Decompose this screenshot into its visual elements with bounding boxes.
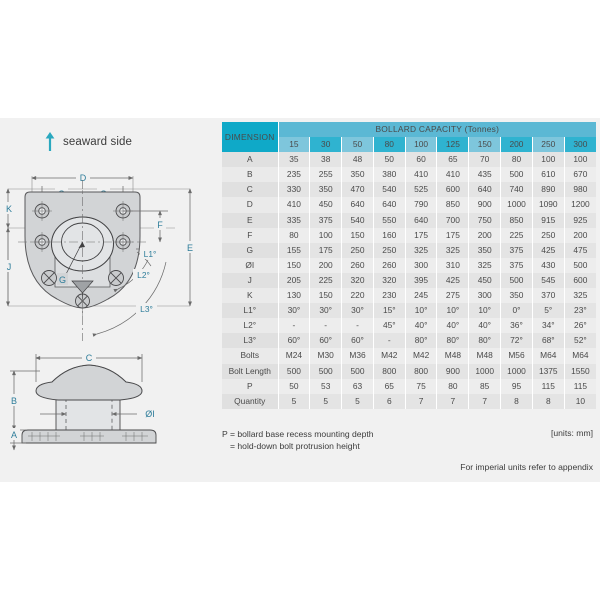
cell-value: 40° xyxy=(437,318,469,333)
cell-value: 300 xyxy=(469,288,501,303)
cell-value: 80 xyxy=(501,152,533,167)
cell-value: - xyxy=(278,318,310,333)
cell-value: 375 xyxy=(310,213,342,228)
cell-value: 250 xyxy=(373,243,405,258)
cell-value: 60° xyxy=(342,333,374,348)
cell-value: 115 xyxy=(564,379,596,394)
table-body xyxy=(222,152,596,409)
table-row xyxy=(222,379,596,394)
cell-value: 175 xyxy=(310,243,342,258)
cell-value: 470 xyxy=(342,182,374,197)
cell-value: 65 xyxy=(373,379,405,394)
cell-value: 205 xyxy=(278,273,310,288)
capacity-header-30: 30 xyxy=(310,137,342,152)
table-header xyxy=(222,122,596,152)
cell-value: 60° xyxy=(278,333,310,348)
cell-value: M42 xyxy=(405,348,437,363)
cell-value: 450 xyxy=(310,197,342,212)
cell-value: 310 xyxy=(437,258,469,273)
cell-value: 10° xyxy=(437,303,469,318)
cell-value: 260 xyxy=(373,258,405,273)
content-panel xyxy=(0,118,600,482)
cell-value: 235 xyxy=(278,167,310,182)
cell-value: M24 xyxy=(278,348,310,363)
cell-value: 900 xyxy=(469,197,501,212)
cell-value: 380 xyxy=(373,167,405,182)
cell-value: 790 xyxy=(405,197,437,212)
cell-value: 45° xyxy=(373,318,405,333)
cell-value: M36 xyxy=(342,348,374,363)
cell-value: 10 xyxy=(564,394,596,409)
cell-value: 325 xyxy=(405,243,437,258)
cell-value: 545 xyxy=(532,273,564,288)
row-label: Bolts xyxy=(222,348,278,363)
row-label: K xyxy=(222,288,278,303)
cell-value: 325 xyxy=(469,258,501,273)
cell-value: 900 xyxy=(437,364,469,379)
cell-value: 80° xyxy=(405,333,437,348)
cell-value: 610 xyxy=(532,167,564,182)
cell-value: 370 xyxy=(532,288,564,303)
row-label: P xyxy=(222,379,278,394)
dim-label-D: D xyxy=(79,173,87,183)
row-label: C xyxy=(222,182,278,197)
cell-value: 500 xyxy=(342,364,374,379)
cell-value: 40° xyxy=(405,318,437,333)
cell-value: 10° xyxy=(469,303,501,318)
capacity-header-250: 250 xyxy=(532,137,564,152)
table-row xyxy=(222,213,596,228)
cell-value: 750 xyxy=(469,213,501,228)
cell-value: 15° xyxy=(373,303,405,318)
cell-value: 300 xyxy=(405,258,437,273)
cell-value: 5 xyxy=(310,394,342,409)
cell-value: 80° xyxy=(437,333,469,348)
cell-value: 475 xyxy=(564,243,596,258)
cell-value: M64 xyxy=(564,348,596,363)
capacity-header-300: 300 xyxy=(564,137,596,152)
capacity-header-200: 200 xyxy=(501,137,533,152)
cell-value: 500 xyxy=(310,364,342,379)
cell-value: 115 xyxy=(532,379,564,394)
cell-value: 130 xyxy=(278,288,310,303)
cell-value: 925 xyxy=(564,213,596,228)
cell-value: 155 xyxy=(278,243,310,258)
cell-value: 150 xyxy=(278,258,310,273)
cell-value: 95 xyxy=(501,379,533,394)
cell-value: 670 xyxy=(564,167,596,182)
cell-value: 150 xyxy=(342,228,374,243)
cell-value: 335 xyxy=(278,213,310,228)
cell-value: 48 xyxy=(342,152,374,167)
imperial-units-note: For imperial units refer to appendix xyxy=(460,462,593,472)
bollard-top-view xyxy=(0,156,220,341)
table-footnotes xyxy=(222,428,596,452)
cell-value: 1000 xyxy=(469,364,501,379)
capacity-header-50: 50 xyxy=(342,137,374,152)
dim-label-L3: L3° xyxy=(140,304,153,314)
table-row xyxy=(222,197,596,212)
cell-value: 100 xyxy=(564,152,596,167)
cell-value: 425 xyxy=(437,273,469,288)
cell-value: 500 xyxy=(501,167,533,182)
cell-value: 320 xyxy=(373,273,405,288)
cell-value: 5° xyxy=(532,303,564,318)
cell-value: 5 xyxy=(278,394,310,409)
cell-value: 60° xyxy=(310,333,342,348)
cell-value: 52° xyxy=(564,333,596,348)
cell-value: 1550 xyxy=(564,364,596,379)
dim-label-L1: L1° xyxy=(143,249,157,259)
cell-value: 7 xyxy=(405,394,437,409)
capacity-header-80: 80 xyxy=(373,137,405,152)
cell-value: 600 xyxy=(437,182,469,197)
dim-label-K: K xyxy=(5,204,13,214)
cell-value: 80 xyxy=(278,228,310,243)
technical-drawings xyxy=(0,118,220,482)
dim-label-diameter-I: ØI xyxy=(145,409,155,419)
row-label: B xyxy=(222,167,278,182)
cell-value: 5 xyxy=(342,394,374,409)
cell-value: 250 xyxy=(532,228,564,243)
cell-value: 7 xyxy=(469,394,501,409)
cell-value: 53 xyxy=(310,379,342,394)
row-label: L2° xyxy=(222,318,278,333)
row-label: E xyxy=(222,213,278,228)
cell-value: 1375 xyxy=(532,364,564,379)
seaward-side-annotation xyxy=(44,132,132,152)
cell-value: 640 xyxy=(342,197,374,212)
cell-value: 1090 xyxy=(532,197,564,212)
cell-value: 540 xyxy=(342,213,374,228)
cell-value: 230 xyxy=(373,288,405,303)
cell-value: 220 xyxy=(342,288,374,303)
cell-value: 275 xyxy=(437,288,469,303)
capacity-header-150: 150 xyxy=(469,137,501,152)
cell-value: 63 xyxy=(342,379,374,394)
cell-value: 30° xyxy=(278,303,310,318)
cell-value: 150 xyxy=(310,288,342,303)
cell-value: 525 xyxy=(405,182,437,197)
cell-value: 200 xyxy=(469,228,501,243)
cell-value: 890 xyxy=(532,182,564,197)
table-row xyxy=(222,243,596,258)
cell-value: 915 xyxy=(532,213,564,228)
cell-value: 325 xyxy=(437,243,469,258)
cell-value: 75 xyxy=(405,379,437,394)
table-header-row-capacities xyxy=(222,137,596,152)
bollard-specification-table xyxy=(222,122,596,409)
cell-value: 410 xyxy=(278,197,310,212)
cell-value: M48 xyxy=(437,348,469,363)
dim-label-C: C xyxy=(85,353,93,363)
table-row xyxy=(222,288,596,303)
footnote-line-1: P = bollard base recess mounting depth xyxy=(222,429,374,439)
cell-value: 320 xyxy=(342,273,374,288)
cell-value: 350 xyxy=(310,182,342,197)
cell-value: 850 xyxy=(437,197,469,212)
cell-value: 550 xyxy=(373,213,405,228)
table-row xyxy=(222,303,596,318)
cell-value: 200 xyxy=(564,228,596,243)
cell-value: 30° xyxy=(342,303,374,318)
cell-value: 640 xyxy=(469,182,501,197)
cell-value: 600 xyxy=(564,273,596,288)
cell-value: - xyxy=(373,333,405,348)
cell-value: M30 xyxy=(310,348,342,363)
cell-value: M48 xyxy=(469,348,501,363)
cell-value: 540 xyxy=(373,182,405,197)
table-row xyxy=(222,273,596,288)
dim-label-B: B xyxy=(10,396,18,406)
cell-value: 325 xyxy=(564,288,596,303)
cell-value: 425 xyxy=(532,243,564,258)
table-row xyxy=(222,333,596,348)
row-label: G xyxy=(222,243,278,258)
row-label: Quantity xyxy=(222,394,278,409)
cell-value: 34° xyxy=(532,318,564,333)
seaward-arrow-icon xyxy=(44,132,56,152)
cell-value: 500 xyxy=(564,258,596,273)
dim-label-G-radius: G xyxy=(58,275,67,285)
seaward-side-label: seaward side xyxy=(63,136,132,148)
cell-value: 350 xyxy=(469,243,501,258)
cell-value: 26° xyxy=(564,318,596,333)
cell-value: 80° xyxy=(469,333,501,348)
cell-value: 375 xyxy=(501,258,533,273)
cell-value: 8 xyxy=(532,394,564,409)
row-label: D xyxy=(222,197,278,212)
cell-value: 980 xyxy=(564,182,596,197)
cell-value: 350 xyxy=(342,167,374,182)
cell-value: 700 xyxy=(437,213,469,228)
cell-value: 800 xyxy=(373,364,405,379)
cell-value: 0° xyxy=(501,303,533,318)
cell-value: 500 xyxy=(501,273,533,288)
table-row xyxy=(222,364,596,379)
cell-value: 1000 xyxy=(501,364,533,379)
row-label: L1° xyxy=(222,303,278,318)
cell-value: 1000 xyxy=(501,197,533,212)
cell-value: 65 xyxy=(437,152,469,167)
specification-table-area xyxy=(222,122,596,409)
cell-value: 38 xyxy=(310,152,342,167)
row-label: F xyxy=(222,228,278,243)
cell-value: 255 xyxy=(310,167,342,182)
cell-value: 175 xyxy=(405,228,437,243)
cell-value: - xyxy=(342,318,374,333)
table-row xyxy=(222,152,596,167)
cell-value: 500 xyxy=(278,364,310,379)
cell-value: 200 xyxy=(310,258,342,273)
cell-value: 450 xyxy=(469,273,501,288)
cell-value: - xyxy=(310,318,342,333)
cell-value: M64 xyxy=(532,348,564,363)
row-label: L3° xyxy=(222,333,278,348)
dim-label-J: J xyxy=(6,262,12,272)
cell-value: 70 xyxy=(469,152,501,167)
cell-value: 100 xyxy=(310,228,342,243)
cell-value: 8 xyxy=(501,394,533,409)
cell-value: 36° xyxy=(501,318,533,333)
table-row xyxy=(222,167,596,182)
cell-value: 80 xyxy=(437,379,469,394)
cell-value: 640 xyxy=(373,197,405,212)
cell-value: 430 xyxy=(532,258,564,273)
cell-value: 50 xyxy=(373,152,405,167)
bollard-side-view xyxy=(0,346,220,471)
dim-label-E: E xyxy=(186,243,194,253)
cell-value: 740 xyxy=(501,182,533,197)
dim-label-L2: L2° xyxy=(137,270,150,280)
row-label: ØI xyxy=(222,258,278,273)
cell-value: 330 xyxy=(278,182,310,197)
table-row xyxy=(222,258,596,273)
cell-value: 6 xyxy=(373,394,405,409)
cell-value: 10° xyxy=(405,303,437,318)
cell-value: 7 xyxy=(437,394,469,409)
cell-value: 395 xyxy=(405,273,437,288)
cell-value: 85 xyxy=(469,379,501,394)
table-row xyxy=(222,318,596,333)
units-note: [units: mm] xyxy=(550,428,593,438)
row-label: A xyxy=(222,152,278,167)
cell-value: 410 xyxy=(405,167,437,182)
cell-value: 375 xyxy=(501,243,533,258)
row-label: Bolt Length xyxy=(222,364,278,379)
header-bollard-capacity: BOLLARD CAPACITY (Tonnes) xyxy=(278,122,596,137)
table-row xyxy=(222,348,596,363)
cell-value: 435 xyxy=(469,167,501,182)
cell-value: 68° xyxy=(532,333,564,348)
capacity-header-125: 125 xyxy=(437,137,469,152)
cell-value: 100 xyxy=(532,152,564,167)
cell-value: 50 xyxy=(278,379,310,394)
cell-value: 800 xyxy=(405,364,437,379)
cell-value: 30° xyxy=(310,303,342,318)
cell-value: 350 xyxy=(501,288,533,303)
cell-value: 850 xyxy=(501,213,533,228)
footnote-line-2: = hold-down bolt protrusion height xyxy=(230,441,360,451)
cell-value: 160 xyxy=(373,228,405,243)
dim-label-F: F xyxy=(157,220,163,230)
table-row xyxy=(222,182,596,197)
cell-value: 175 xyxy=(437,228,469,243)
cell-value: 1200 xyxy=(564,197,596,212)
table-header-row-top xyxy=(222,122,596,137)
cell-value: 245 xyxy=(405,288,437,303)
cell-value: 410 xyxy=(437,167,469,182)
cell-value: 60 xyxy=(405,152,437,167)
cell-value: 72° xyxy=(501,333,533,348)
header-dimension: DIMENSION xyxy=(222,122,278,152)
cell-value: 260 xyxy=(342,258,374,273)
cell-value: M42 xyxy=(373,348,405,363)
cell-value: 225 xyxy=(501,228,533,243)
cell-value: 23° xyxy=(564,303,596,318)
cell-value: 225 xyxy=(310,273,342,288)
cell-value: M56 xyxy=(501,348,533,363)
cell-value: 640 xyxy=(405,213,437,228)
dim-label-A: A xyxy=(10,430,18,440)
capacity-header-15: 15 xyxy=(278,137,310,152)
table-row xyxy=(222,228,596,243)
cell-value: 40° xyxy=(469,318,501,333)
cell-value: 250 xyxy=(342,243,374,258)
cell-value: 35 xyxy=(278,152,310,167)
capacity-header-100: 100 xyxy=(405,137,437,152)
row-label: J xyxy=(222,273,278,288)
table-row xyxy=(222,394,596,409)
